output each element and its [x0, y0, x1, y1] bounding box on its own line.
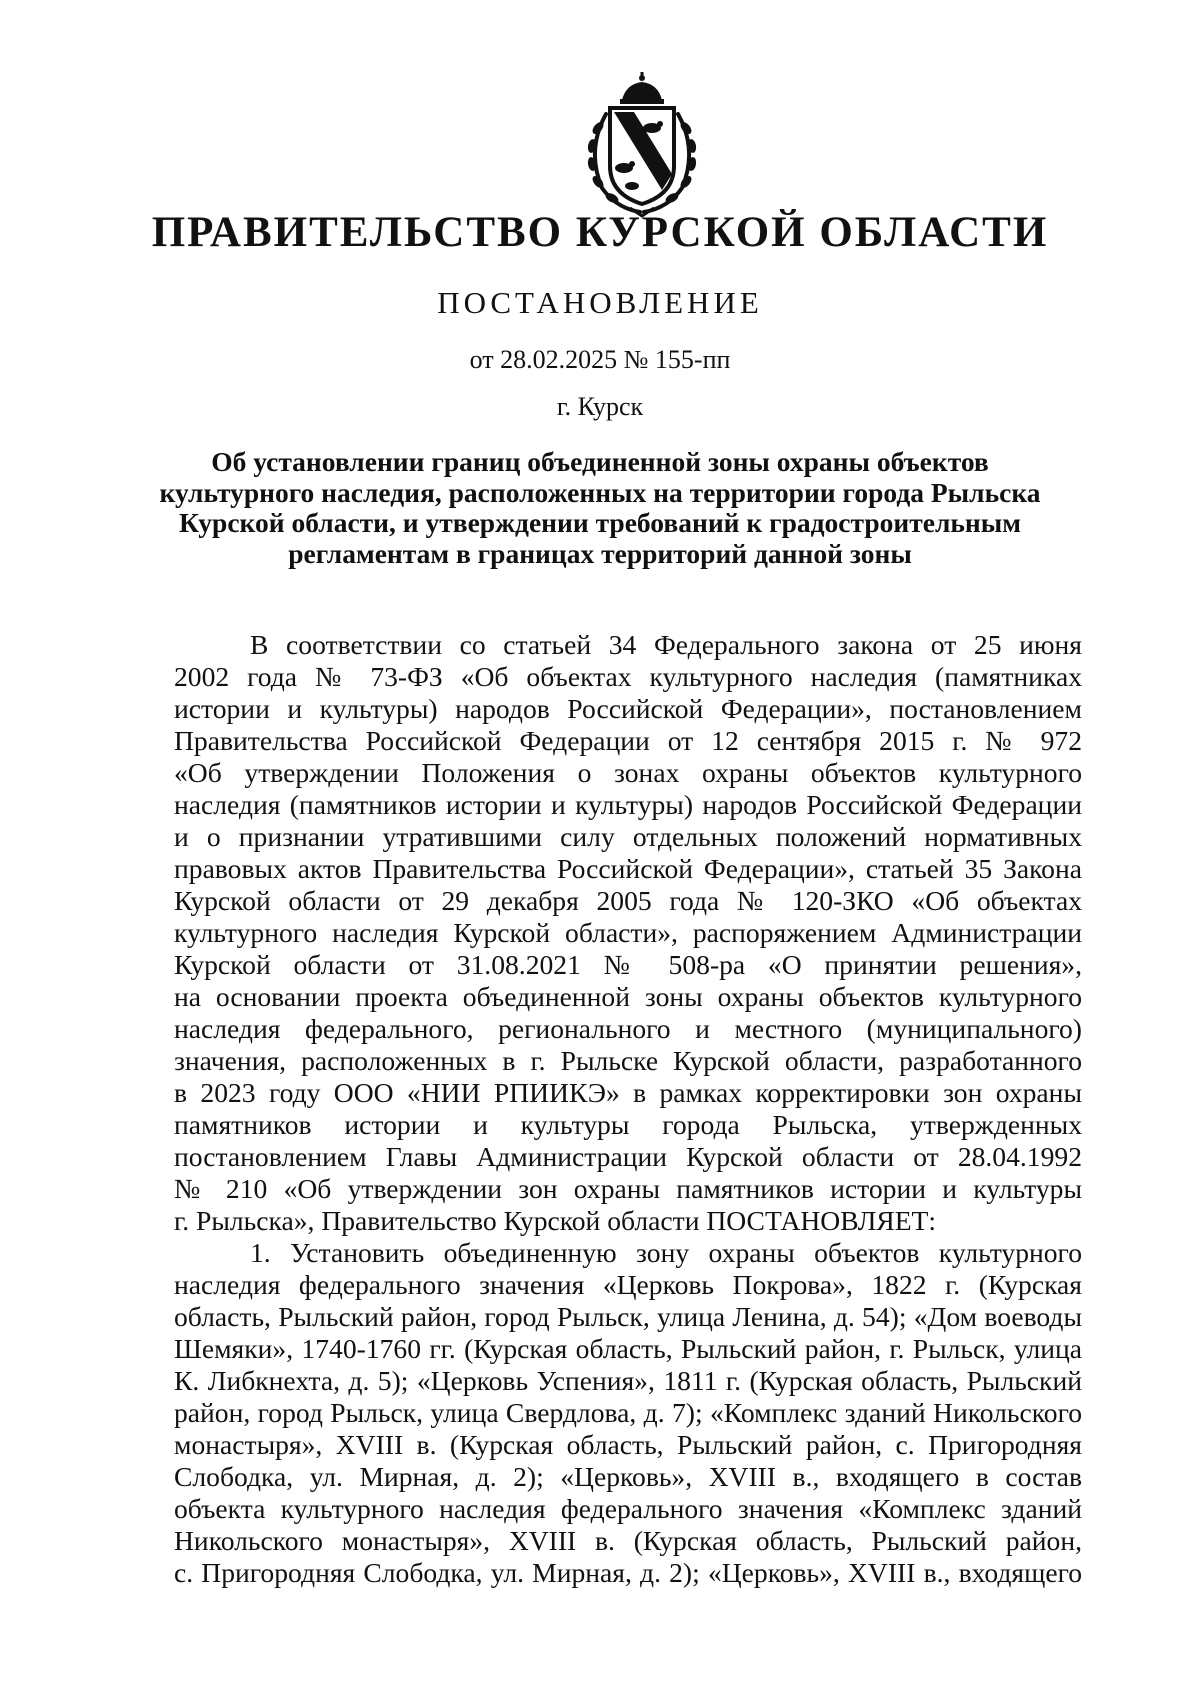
- body-line: постановлением Главы Администрации Курской области от 28.04.1992: [174, 1141, 1082, 1172]
- body-line: правовых актов Правительства Российской Федерации», статьей 35 Закона: [174, 853, 1082, 884]
- body-line: памятников истории и культуры города Рыльска, утвержденных: [174, 1109, 1082, 1140]
- body-line: Правительства Российской Федерации от 12 сентября 2015 г. № 972: [174, 725, 1082, 756]
- document-body: [174, 629, 1082, 1589]
- document-city: г. Курск: [556, 392, 644, 421]
- body-line: Курской области от 29 декабря 2005 года № 120-ЗКО «Об объектах: [174, 885, 1082, 916]
- body-line: 1. Установить объединенную зону охраны объектов культурного: [250, 1237, 1082, 1268]
- body-line: «Об утверждении Положения о зонах охраны объектов культурного: [174, 757, 1082, 788]
- body-line: область, Рыльский район, город Рыльск, улица Ленина, д. 54); «Дом воеводы: [174, 1301, 1082, 1332]
- government-title: ПРАВИТЕЛЬСТВО КУРСКОЙ ОБЛАСТИ: [151, 209, 1049, 256]
- body-line: К. Либкнехта, д. 5); «Церковь Успения», 1811 г. (Курская область, Рыльский: [174, 1365, 1082, 1396]
- subject-line: культурного наследия, расположенных на территории города Рыльска: [159, 476, 1041, 508]
- body-line: с. Пригородняя Слободка, ул. Мирная, д. 2); «Церковь», XVIII в., входящего: [174, 1557, 1082, 1588]
- body-line: монастыря», XVIII в. (Курская область, Рыльский район, с. Пригородняя: [174, 1429, 1082, 1460]
- body-line: значения, расположенных в г. Рыльске Курской области, разработанного: [174, 1045, 1082, 1076]
- body-line: на основании проекта объединенной зоны охраны объектов культурного: [174, 981, 1082, 1012]
- document-subject: [150, 447, 1050, 569]
- kursk-coat-of-arms-icon: [576, 70, 708, 218]
- subject-line: регламентам в границах территорий данной зоны: [288, 537, 912, 569]
- subject-line: Курской области, и утверждении требований к градостроительным: [179, 507, 1021, 538]
- body-line: район, город Рыльск, улица Свердлова, д. 7); «Комплекс зданий Никольского: [174, 1397, 1082, 1428]
- document-type: ПОСТАНОВЛЕНИЕ: [437, 285, 763, 320]
- body-line: Слободка, ул. Мирная, д. 2); «Церковь», XVIII в., входящего в состав: [174, 1461, 1082, 1492]
- body-line: наследия федерального, регионального и местного (муниципального): [174, 1013, 1082, 1044]
- body-line: в 2023 году ООО «НИИ РПИИКЭ» в рамках корректировки зон охраны: [174, 1077, 1082, 1108]
- document-number-date: от 28.02.2025 № 155-пп: [469, 345, 731, 374]
- body-line: и о признании утратившими силу отдельных положений нормативных: [174, 821, 1082, 852]
- body-line: объекта культурного наследия федерального значения «Комплекс зданий: [174, 1493, 1082, 1524]
- body-line: г. Рыльска», Правительство Курской области ПОСТАНОВЛЯЕТ:: [174, 1205, 937, 1236]
- body-line: Шемяки», 1740-1760 гг. (Курская область, Рыльский район, г. Рыльск, улица: [174, 1333, 1082, 1364]
- body-line: Никольского монастыря», XVIII в. (Курская область, Рыльский район,: [174, 1525, 1082, 1556]
- body-line: наследия (памятников истории и культуры) народов Российской Федерации: [174, 789, 1082, 820]
- body-line: культурного наследия Курской области», распоряжением Администрации: [174, 917, 1082, 948]
- body-line: 2002 года № 73-ФЗ «Об объектах культурного наследия (памятниках: [174, 661, 1082, 692]
- body-line: истории и культуры) народов Российской Федерации», постановлением: [174, 693, 1082, 724]
- body-line: В соответствии со статьей 34 Федерального закона от 25 июня: [250, 629, 1082, 660]
- subject-line: Об установлении границ объединенной зоны охраны объектов: [211, 446, 989, 477]
- body-line: Курской области от 31.08.2021 № 508-ра «О принятии решения»,: [174, 949, 1082, 980]
- body-line: наследия федерального значения «Церковь Покрова», 1822 г. (Курская: [174, 1269, 1082, 1300]
- body-line: № 210 «Об утверждении зон охраны памятников истории и культуры: [174, 1173, 1082, 1204]
